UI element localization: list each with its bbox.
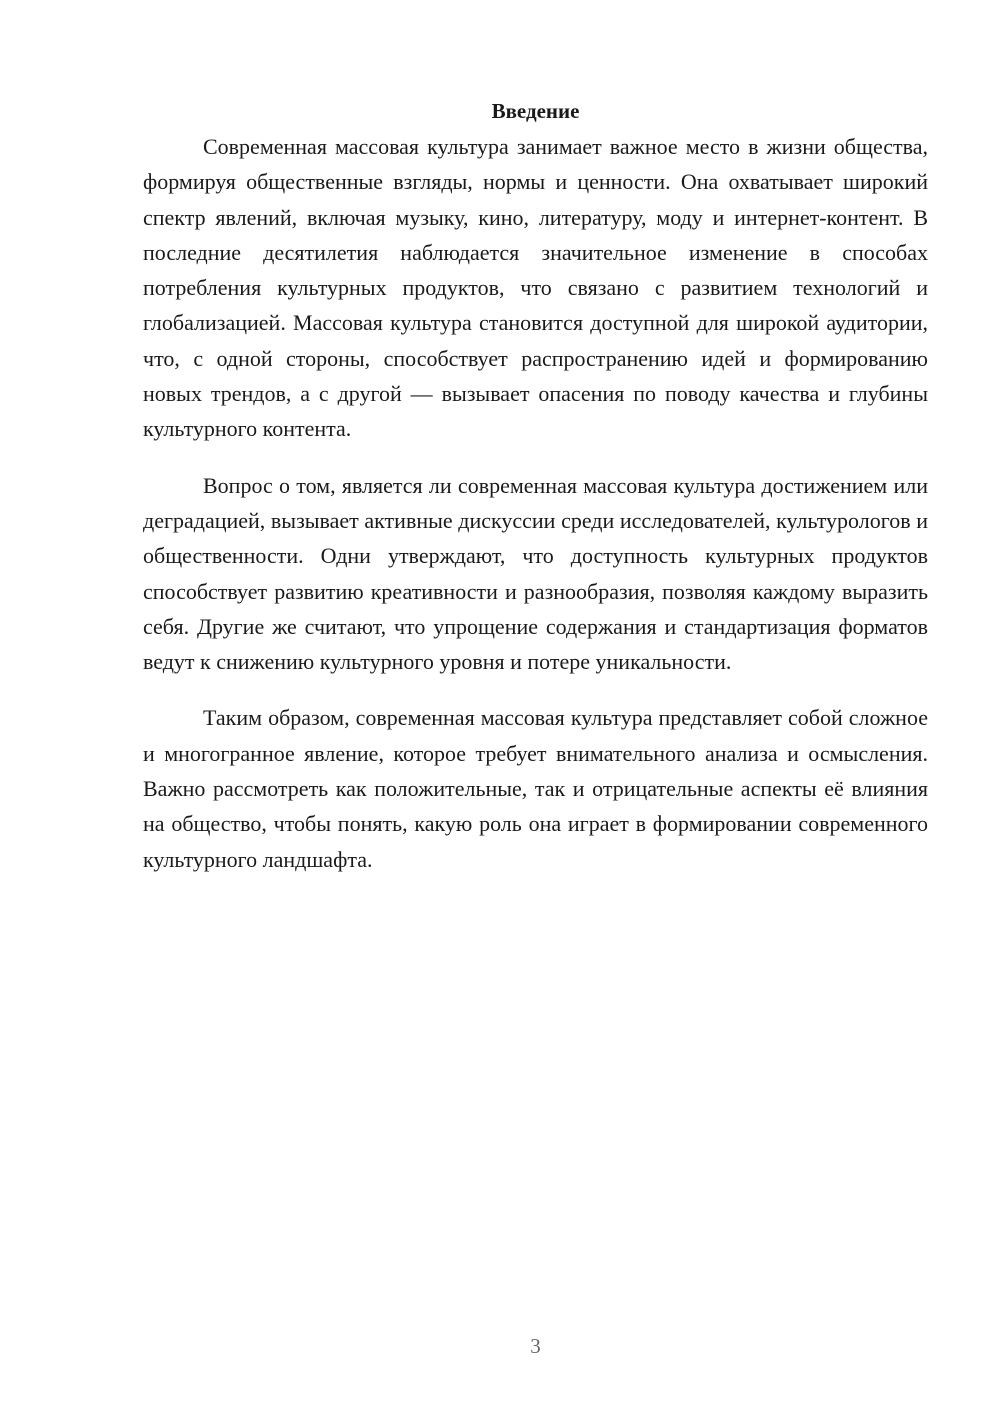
paragraph-conclusion: Таким образом, современная массовая культура представляет собой сложное и многогранное явление, которое требует внимательного анализа и осмысления. Важно рассмотреть как положительные, так и отрицательные аспекты её влияния на общество, чтобы понять, какую роль она играет в формировании современного культурного ландшафта. — [143, 705, 928, 872]
page-content — [143, 94, 928, 877]
paragraph-debate: Вопрос о том, является ли современная массовая культура достижением или деградацией, вызывает активные дискуссии среди исследователей, культурологов и общественности. Одни утверждают, что доступность культурных продуктов способствует развитию креативности и разнообразия, позволяя каждому выразить себя. Другие же считают, что упрощение содержания и стандартизация форматов ведут к снижению культурного уровня и потере уникальности. — [143, 472, 928, 675]
paragraph-intro: Современная массовая культура занимает важное место в жизни общества, формируя общественные взгляды, нормы и ценности. Она охватывает широкий спектр явлений, включая музыку, кино, литературу, моду и интернет-контент. В последние десятилетия наблюдается значительное изменение в способах потребления культурных продуктов, что связано с развитием технологий и глобализацией. Массовая культура становится доступной для широкой аудитории, что, с одной стороны, способствует распространению идей и формированию новых трендов, а с другой — вызывает опасения по поводу качества и глубины культурного контента. — [143, 134, 928, 442]
section-heading: Введение — [491, 99, 580, 123]
page-number: 3 — [530, 1334, 541, 1358]
